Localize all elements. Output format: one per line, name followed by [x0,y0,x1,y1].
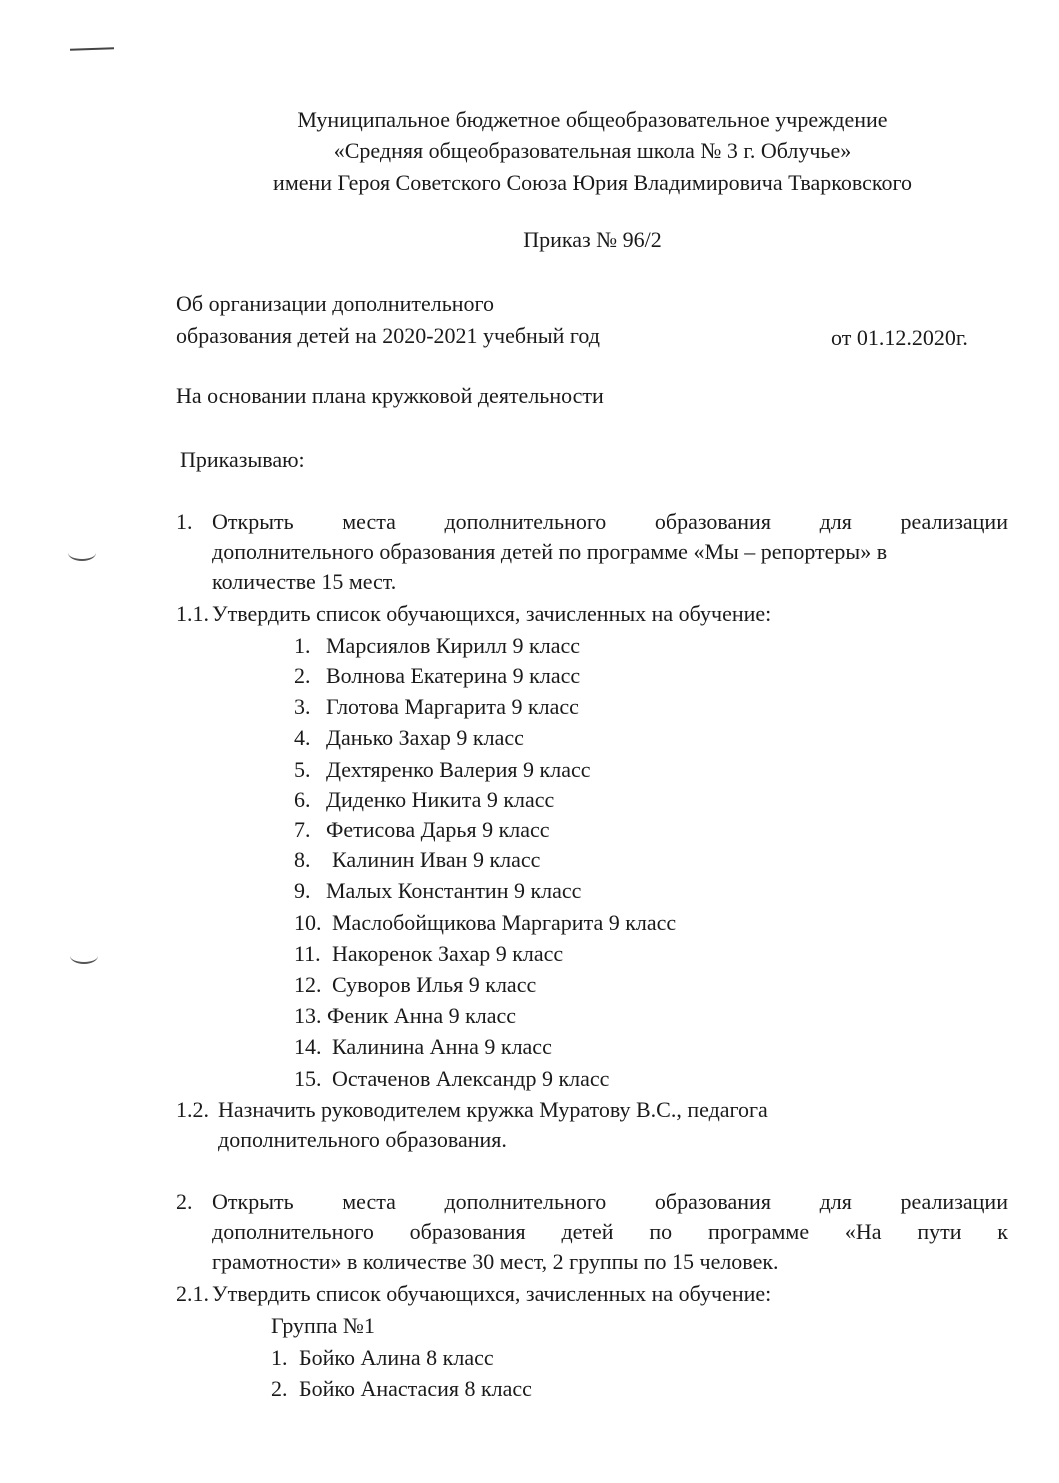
word: для [819,1189,852,1214]
list-number: 6. [294,787,311,812]
word: Открыть [212,509,294,534]
student-name: Дехтяренко Валерия 9 класс [326,757,591,782]
student-name: Феник Анна 9 класс [327,1003,517,1028]
list-item [294,1066,609,1092]
punch-hole-mark [70,948,98,964]
list-number: 1. [294,633,311,658]
list-number: 9. [294,878,311,903]
word: места [342,509,396,534]
list-number: 7. [294,817,311,842]
list-item [271,1376,532,1402]
subject-line-2: образования детей на 2020-2021 учебный год [176,323,600,348]
student-name: Волнова Екатерина 9 класс [326,663,581,688]
word: дополнительного [444,1189,607,1214]
word: программе [707,1219,810,1244]
student-name: Калинина Анна 9 класс [332,1034,552,1059]
decree-word: Приказываю: [180,447,305,472]
list-number: 8. [294,847,311,872]
list-number: 2. [294,663,311,688]
list-number: 2. [271,1376,288,1401]
list-number: 13. [294,1003,322,1028]
group-title: Группа №1 [271,1313,375,1338]
list-number: 4. [294,725,311,750]
word: к [997,1219,1008,1244]
punch-hole-mark [68,545,96,561]
word: образования [409,1219,526,1244]
list-item [294,817,550,843]
list-item [294,847,540,873]
list-item [294,725,524,751]
item-1-line-3: количестве 15 мест. [212,569,397,594]
student-name: Данько Захар 9 класс [326,725,524,750]
list-item [294,1034,552,1060]
student-name: Диденко Никита 9 класс [326,787,555,812]
word: детей [561,1219,614,1244]
student-name: Суворов Илья 9 класс [332,972,537,997]
student-name: Маслобойщикова Маргарита 9 класс [332,910,677,935]
list-number: 12. [294,972,322,997]
list-number: 14. [294,1034,322,1059]
list-item [294,787,554,813]
item-1-line-2: дополнительного образования детей по программе «Мы – репортеры» в [212,539,888,564]
list-item [294,663,580,689]
item-number: 1.1. [176,601,209,626]
student-name: Бойко Анастасия 8 класс [299,1376,532,1401]
word: Открыть [212,1189,294,1214]
order-title: Приказ № 96/2 [523,227,662,252]
list-number: 5. [294,757,311,782]
list-item [294,1003,516,1029]
item-2-line-1 [212,1189,1008,1215]
school-name-line-3: имени Героя Советского Союза Юрия Владимировича Тварковского [273,170,912,195]
word: дополнительного [444,509,607,534]
item-number: 1.2. [176,1097,209,1122]
list-item [294,941,563,967]
item-number: 2. [176,1189,193,1214]
item-1-line-1 [212,509,1008,535]
item-2-1-text: Утвердить список обучающихся, зачисленных на обучение: [212,1281,772,1306]
item-2-line-3: грамотности» в количестве 30 мест, 2 группы по 15 человек. [212,1249,779,1274]
student-name: Остаченов Александр 9 класс [332,1066,610,1091]
student-name: Накоренок Захар 9 класс [332,941,564,966]
list-item [294,972,536,998]
item-2-line-2 [212,1219,1008,1245]
list-number: 10. [294,910,322,935]
student-name: Малых Константин 9 класс [326,878,582,903]
word: образования [654,1189,771,1214]
list-number: 1. [271,1345,288,1370]
list-item [294,757,590,783]
list-number: 3. [294,694,311,719]
item-1-2-line-2: дополнительного образования. [218,1127,507,1152]
list-item [294,910,676,936]
list-item [271,1345,494,1371]
school-name-line-2: «Средняя общеобразовательная школа № 3 г. Облучье» [333,138,852,163]
list-item [294,694,579,720]
list-number: 11. [294,941,321,966]
word: реализации [900,1189,1008,1214]
word: места [342,1189,396,1214]
order-date: от 01.12.2020г. [831,325,968,350]
school-name-line-1: Муниципальное бюджетное общеобразовательное учреждение [297,107,888,132]
word: по [649,1219,673,1244]
basis-text: На основании плана кружковой деятельности [176,383,604,408]
word: для [819,509,852,534]
student-name: Бойко Алина 8 класс [299,1345,494,1370]
item-1-1-text: Утвердить список обучающихся, зачисленных на обучение: [212,601,772,626]
word: «На [844,1219,882,1244]
word: реализации [900,509,1008,534]
student-name: Калинин Иван 9 класс [332,847,541,872]
word: пути [917,1219,962,1244]
item-number: 1. [176,509,193,534]
list-item [294,878,581,904]
student-name: Фетисова Дарья 9 класс [326,817,550,842]
student-name: Глотова Маргарита 9 класс [326,694,579,719]
item-1-2-line-1: Назначить руководителем кружка Муратову В.С., педагога [218,1097,768,1122]
word: дополнительного [212,1219,374,1244]
list-number: 15. [294,1066,322,1091]
scan-mark-top [70,47,114,51]
list-item [294,633,580,659]
subject-line-1: Об организации дополнительного [176,291,495,316]
student-name: Марсиялов Кирилл 9 класс [326,633,580,658]
word: образования [654,509,771,534]
item-number: 2.1. [176,1281,209,1306]
